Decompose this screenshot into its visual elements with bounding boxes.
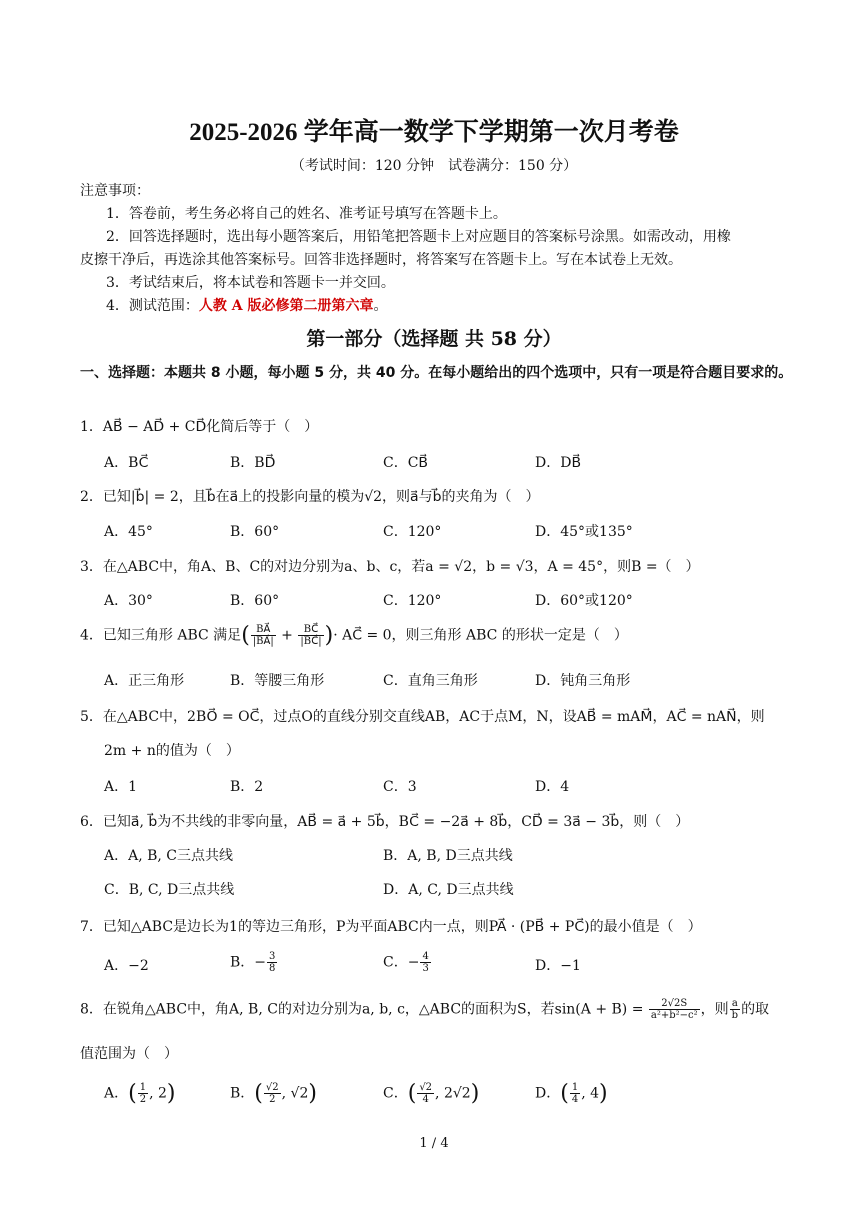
fraction: $\frac{3}{8}$ (269, 951, 276, 974)
question-stem: 1．AB⃗ − AD⃗ + CD⃗化简后等于（ ） (80, 419, 319, 435)
option: D．−1 (535, 958, 581, 974)
option: B．等腰三角形 (230, 673, 325, 689)
fraction: $\frac{BC⃗}{|BC⃗|}$ (300, 624, 322, 647)
option: C．− $\frac{4}{3}$ (383, 951, 429, 974)
section-title: 第一部分（选择题 共 58 分） (306, 328, 562, 350)
option: C．( $\frac{√2}{4}$ , 2√2) (383, 1081, 480, 1106)
option: D．4 (535, 779, 570, 795)
page-number: 1 / 4 (419, 1136, 449, 1151)
stem-part: 的取 (741, 1001, 770, 1018)
fraction: $\frac{2√2S}{\text{a²+b²−c²}}$ (650, 998, 698, 1021)
option: B．( $\frac{√2}{2}$ , √2) (230, 1081, 317, 1106)
note-item: 3．考试结束后，将本试卷和答题卡一并交回。 (106, 275, 395, 291)
option: B．60° (230, 593, 280, 609)
stem-part: · AC⃗ = 0，则三角形 ABC 的形状一定是（ ） (333, 627, 628, 644)
exam-info: （考试时间：120 分钟 试卷满分：150 分） (290, 158, 578, 174)
option: D．A, C, D三点共线 (383, 882, 514, 898)
question-stem: 3．在△ABC中，角A、B、C的对边分别为a、b、c，若a = √2，b = √3，A = 45°，则B =（ ） (80, 559, 700, 575)
option: A．30° (104, 593, 153, 609)
question-stem: 4．已知三角形 ABC 满足( $\frac{BA⃗}{|BA⃗|}$ + $\frac{BC⃗}{|BC⃗|}$ )· AC⃗ = 0，则三角形 ABC 的形状一定是（ ） (80, 623, 628, 648)
question-stem (80, 998, 769, 1021)
scope-label: 4．测试范围： (106, 298, 199, 314)
fraction: $\frac{BA⃗}{|BA⃗|}$ (252, 624, 274, 647)
question-stem: 6．已知a⃗, b⃗为不共线的非零向量，AB⃗ = a⃗ + 5b⃗，BC⃗ = −2a⃗ + 8b⃗，CD⃗ = 3a⃗ − 3b⃗，则（ ） (80, 814, 690, 830)
question-type-desc: 一、选择题：本题共 8 小题，每小题 5 分，共 40 分。在每小题给出的四个选项中，只有一项是符合题目要求的。 (80, 365, 793, 381)
option: B．BD⃗ (230, 455, 276, 471)
option: A．−2 (104, 958, 149, 974)
question-stem-cont: 值范围为（ ） (80, 1046, 178, 1062)
option: B．2 (230, 779, 264, 795)
option: A．( $\frac{1}{2}$ , 2) (104, 1081, 176, 1106)
option: B．60° (230, 524, 280, 540)
question-stem-cont: 2m + n的值为（ ） (104, 743, 240, 759)
option: D．( $\frac{1}{4}$ , 4) (535, 1081, 608, 1106)
question-stem: 7．已知△ABC是边长为1的等边三角形，P为平面ABC内一点，则PA⃗ · (PB⃗ + PC⃗)的最小值是（ ） (80, 919, 702, 935)
note-item: 1．答卷前，考生务必将自己的姓名、准考证号填写在答题卡上。 (106, 206, 507, 222)
option: C．直角三角形 (383, 673, 478, 689)
option: C．B, C, D三点共线 (104, 882, 235, 898)
stem-part: ，则 (700, 1001, 729, 1018)
note-item: 皮擦干净后，再选涂其他答案标号。回答非选择题时，将答案写在答题卡上。写在本试卷上无效。 (80, 252, 682, 268)
option: C．3 (383, 779, 417, 795)
fraction: $\frac{4}{3}$ (422, 951, 429, 974)
note-item: 2．回答选择题时，选出每小题答案后，用铅笔把答题卡上对应题目的答案标号涂黑。如需改动，用橡 (106, 229, 731, 245)
option: A．A, B, C三点共线 (104, 848, 234, 864)
note-item-scope (106, 295, 388, 315)
option: A．正三角形 (104, 673, 185, 689)
option: C．CB⃗ (383, 455, 429, 471)
option: B．− $\frac{3}{8}$ (230, 951, 276, 974)
scope-end: 。 (373, 298, 388, 314)
option: D．DB⃗ (535, 455, 582, 471)
fraction: $\frac{a}{b}$ (731, 998, 739, 1021)
option: D．45°或135° (535, 524, 633, 540)
scope-highlight: 人教 A 版必修第二册第六章 (198, 298, 374, 314)
option: D．60°或120° (535, 593, 633, 609)
option: C．120° (383, 524, 442, 540)
option: D．钝角三角形 (535, 673, 631, 689)
stem-part: 8．在锐角△ABC中，角A, B, C的对边分别为a, b, c，△ABC的面积为S，若sin(A + B) = (80, 1001, 644, 1018)
stem-part: 4．已知三角形 ABC 满足 (80, 627, 242, 644)
option: A．BC⃗ (104, 455, 149, 471)
page-title: 2025-2026 学年高一数学下学期第一次月考卷 (189, 119, 679, 146)
question-stem: 2．已知|b⃗| = 2，且b⃗在a⃗上的投影向量的模为√2，则a⃗与b⃗的夹角为（ ） (80, 489, 540, 505)
question-stem: 5．在△ABC中，2BO⃗ = OC⃗，过点O的直线分别交直线AB，AC于点M，N，设AB⃗ = mAM⃗，AC⃗ = nAN⃗，则 (80, 709, 765, 725)
option: C．120° (383, 593, 442, 609)
notes-heading: 注意事项： (80, 183, 150, 199)
option: A．1 (104, 779, 138, 795)
option: B．A, B, D三点共线 (383, 848, 513, 864)
option: A．45° (104, 524, 153, 540)
